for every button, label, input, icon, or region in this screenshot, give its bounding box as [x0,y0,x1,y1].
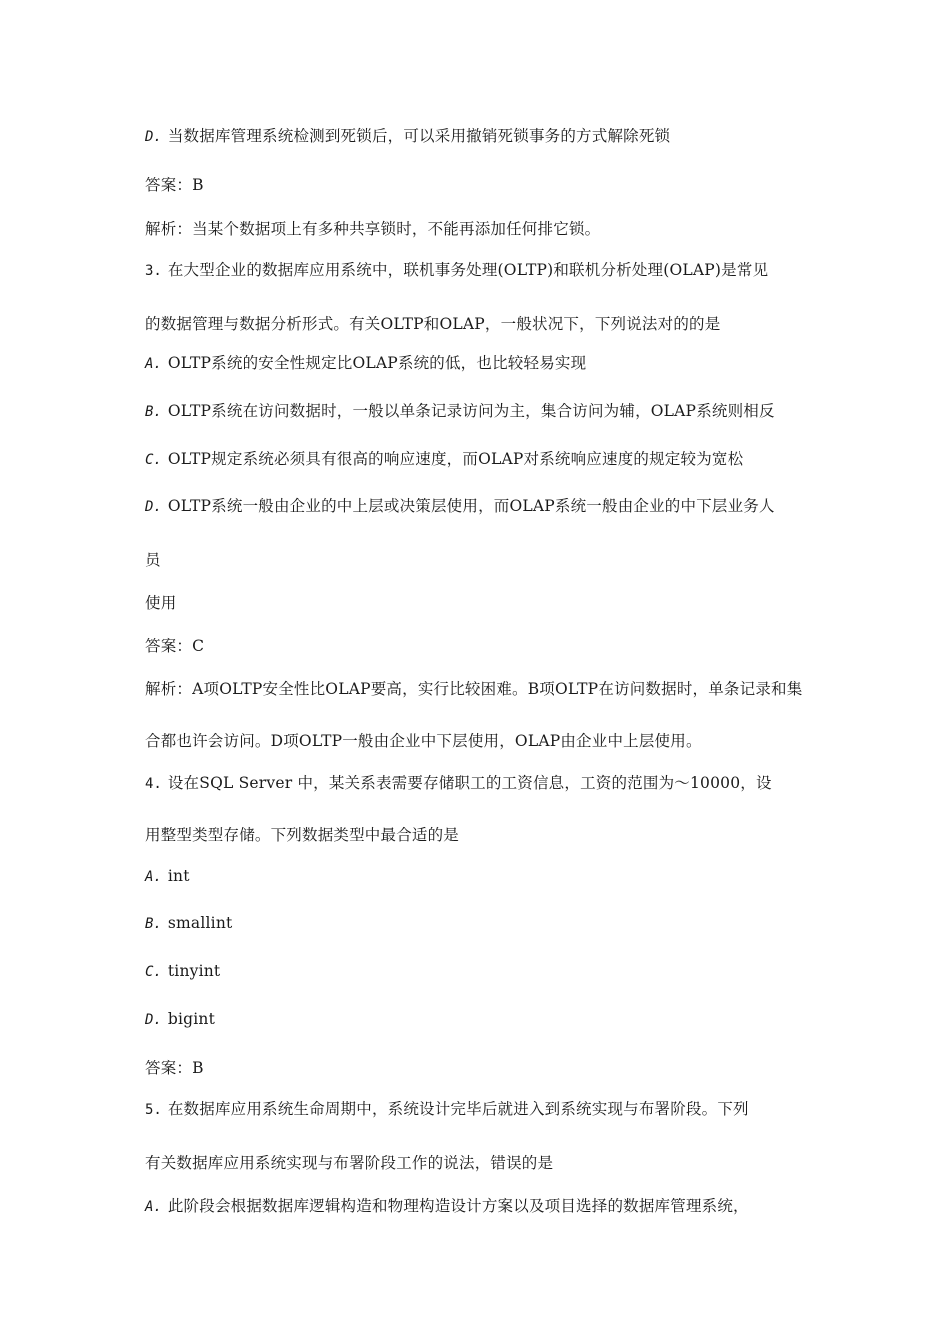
option-label: A. [145,1199,162,1215]
option-c-line [145,448,743,471]
explanation-text: 解析：A项OLTP安全性比OLAP要高，实行比较困难。B项OLTP在访问数据时，单条记录和集 [145,680,803,698]
option-label: D. [145,1012,162,1028]
answer-text: 答案：B [145,1059,204,1077]
option-text: 员 [145,551,161,569]
question-text: 有关数据库应用系统实现与布署阶段工作的说法，错误的是 [145,1154,554,1172]
question-text: 的数据管理与数据分析形式。有关OLTP和OLAP，一般状况下，下列说法对的的是 [145,315,721,333]
option-label: B. [145,404,162,420]
question-5-line [145,1098,749,1121]
explanation-continuation [145,730,702,752]
answer-line [145,174,204,196]
question-3-continuation [145,313,720,335]
option-a-line [145,865,190,888]
question-4-line [145,772,772,795]
option-a-line [145,352,586,375]
option-d-line [145,495,775,518]
option-text: bigint [167,1010,216,1028]
question-text: 设在SQL Server 中，某关系表需要存储职工的工资信息，工资的范围为～10000，设 [167,774,772,792]
option-text: tinyint [167,962,221,980]
question-text: 在大型企业的数据库应用系统中，联机事务处理(OLTP)和联机分析处理(OLAP)是常见 [167,261,769,279]
option-b-line [145,912,232,935]
option-label: A. [145,356,162,372]
option-label: C. [145,452,162,468]
option-label: B. [145,916,162,932]
question-text: 用整型类型存储。下列数据类型中最合适的是 [145,826,460,844]
option-d-line [145,125,670,148]
explanation-text: 解析：当某个数据项上有多种共享锁时，不能再添加任何排它锁。 [145,220,601,238]
question-text: 在数据库应用系统生命周期中，系统设计完毕后就进入到系统实现与布署阶段。下列 [167,1100,749,1118]
explanation-text: 合都也许会访问。D项OLTP一般由企业中下层使用，OLAP由企业中上层使用。 [145,732,702,750]
option-text: smallint [167,914,233,932]
answer-line [145,635,204,657]
option-d-line [145,1008,215,1031]
option-label: D. [145,129,162,145]
option-label: A. [145,869,162,885]
option-text: 当数据库管理系统检测到死锁后，可以采用撤销死锁事务的方式解除死锁 [167,127,671,145]
answer-text: 答案：C [145,637,205,655]
option-label: D. [145,499,162,515]
question-number: 4. [145,776,162,792]
option-b-line [145,400,775,423]
option-text: 使用 [145,594,177,612]
option-a-line [145,1195,749,1218]
question-5-continuation [145,1152,553,1174]
option-text: OLTP系统在访问数据时，一般以单条记录访问为主，集合访问为辅，OLAP系统则相反 [167,402,775,420]
answer-text: 答案：B [145,176,204,194]
option-text: OLTP系统一般由企业的中上层或决策层使用，而OLAP系统一般由企业的中下层业务人 [167,497,775,515]
question-4-continuation [145,824,459,846]
option-text: int [167,867,190,885]
option-d-continuation [145,549,161,571]
explanation-line [145,218,600,240]
option-text: OLTP系统的安全性规定比OLAP系统的低，也比较轻易实现 [167,354,587,372]
question-number: 5. [145,1102,162,1118]
option-c-line [145,960,220,983]
question-number: 3. [145,263,162,279]
option-text: 此阶段会根据数据库逻辑构造和物理构造设计方案以及项目选择的数据库管理系统， [167,1197,749,1215]
answer-line [145,1057,204,1079]
question-3-line [145,259,768,282]
option-text: OLTP规定系统必须具有很高的响应速度，而OLAP对系统响应速度的规定较为宽松 [167,450,744,468]
option-label: C. [145,964,162,980]
option-d-continuation [145,592,176,614]
explanation-line [145,678,802,700]
